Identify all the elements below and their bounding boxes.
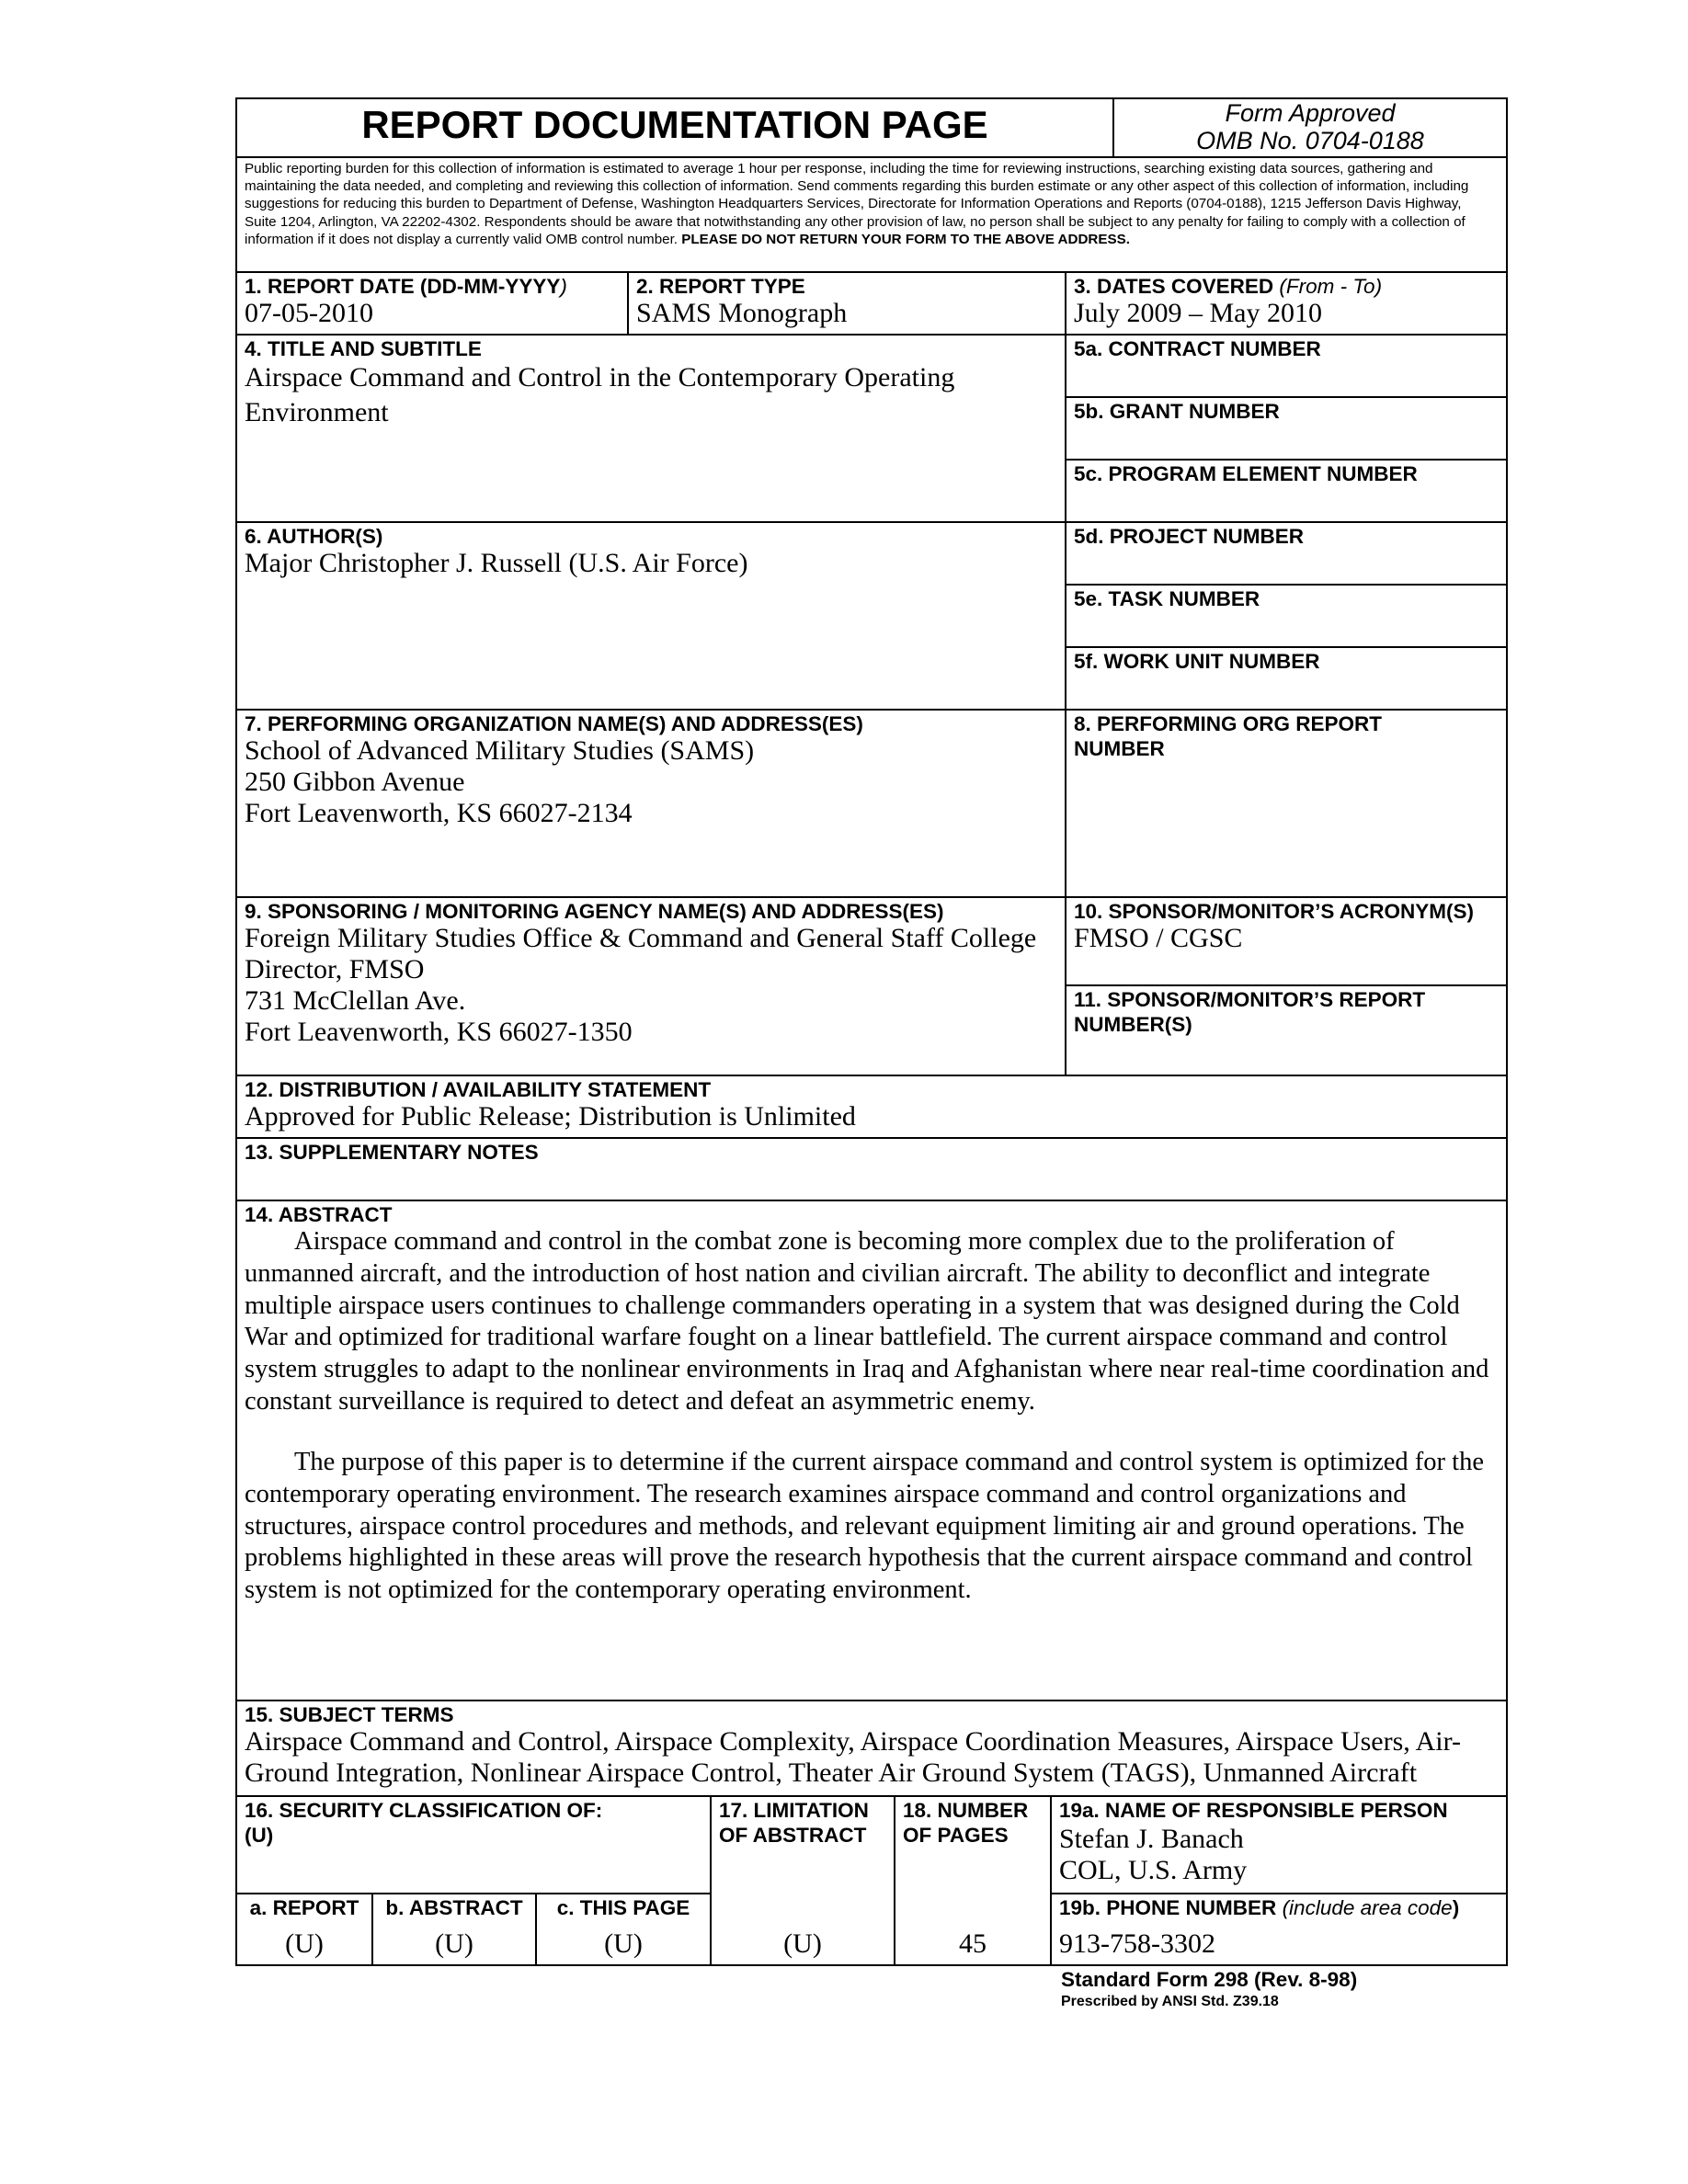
burden-statement xyxy=(245,160,1495,248)
number-of-pages-value: 45 xyxy=(959,1928,987,1959)
form-approved-label: Form Approved xyxy=(1225,99,1396,127)
omb-number: OMB No. 0704-0188 xyxy=(1196,127,1424,154)
dates-covered-label: 3. DATES COVERED (From - To) xyxy=(1074,275,1383,298)
abstract-classification-label: b. ABSTRACT xyxy=(385,1896,523,1919)
limitation-label-1: 17. LIMITATION xyxy=(719,1799,869,1822)
standard-form-label: Standard Form 298 (Rev. 8-98) xyxy=(1061,1968,1358,1991)
sponsor-acronym-value: FMSO / CGSC xyxy=(1074,923,1243,953)
report-date-value: 07-05-2010 xyxy=(245,298,373,328)
dates-covered-value: July 2009 – May 2010 xyxy=(1074,298,1322,328)
performing-org-line-3: Fort Leavenworth, KS 66027-2134 xyxy=(245,798,633,828)
title-line-1: Airspace Command and Control in the Contemporary Operating xyxy=(245,362,955,392)
performing-org-line-1: School of Advanced Military Studies (SAMS) xyxy=(245,735,755,766)
sponsoring-line-3: 731 McClellan Ave. xyxy=(245,985,466,1016)
subject-terms-line-2: Ground Integration, Nonlinear Airspace Control, Theater Air Ground System (TAGS), Unmanned Aircraft xyxy=(245,1757,1418,1788)
report-type-value: SAMS Monograph xyxy=(636,298,848,328)
page-classification-value: (U) xyxy=(604,1928,643,1959)
title-line-2: Environment xyxy=(245,397,389,427)
responsible-person-rank: COL, U.S. Army xyxy=(1059,1855,1248,1885)
report-type-label: 2. REPORT TYPE xyxy=(636,275,805,298)
program-element-label: 5c. PROGRAM ELEMENT NUMBER xyxy=(1074,462,1418,485)
responsible-person-label: 19a. NAME OF RESPONSIBLE PERSON xyxy=(1059,1799,1448,1822)
author-value: Major Christopher J. Russell (U.S. Air Force) xyxy=(245,548,748,578)
project-number-label: 5d. PROJECT NUMBER xyxy=(1074,525,1305,548)
abstract-classification-value: (U) xyxy=(435,1928,473,1959)
subject-terms-label: 15. SUBJECT TERMS xyxy=(245,1703,454,1726)
sponsor-report-label-1: 11. SPONSOR/MONITOR’S REPORT xyxy=(1074,988,1426,1011)
title-label: 4. TITLE AND SUBTITLE xyxy=(245,337,482,360)
sponsoring-line-2: Director, FMSO xyxy=(245,954,425,984)
performing-report-label-2: NUMBER xyxy=(1074,737,1165,760)
distribution-value: Approved for Public Release; Distribution is Unlimited xyxy=(245,1101,856,1132)
abstract-paragraph-1: Airspace command and control in the combat zone is becoming more complex due to the proliferation of unmanned aircraft, and the introduction of host nation and civilian aircraft. The ability to deconflict and integrate multiple airspace users continues to challenge commanders operating in a system that was designed during the Cold War and optimized for traditional warfare fought on a linear battlefield. The current airspace command and control system struggles to adapt to the nonlinear environments in Iraq and Afghanistan where near real-time coordination and constant surveillance is required to detect and defeat an asymmetric enemy. xyxy=(245,1227,1489,1416)
burden-warning: PLEASE DO NOT RETURN YOUR FORM TO THE ABOVE ADDRESS. xyxy=(681,231,1130,247)
number-of-pages-label-1: 18. NUMBER xyxy=(903,1799,1029,1822)
phone-number-value: 913-758-3302 xyxy=(1059,1928,1215,1959)
author-label: 6. AUTHOR(S) xyxy=(245,525,383,548)
supplementary-notes-label: 13. SUPPLEMENTARY NOTES xyxy=(245,1141,539,1164)
responsible-person-name: Stefan J. Banach xyxy=(1059,1824,1244,1854)
form-title: REPORT DOCUMENTATION PAGE xyxy=(361,103,988,146)
burden-text: Public reporting burden for this collection of information is estimated to average 1 hour per response, including the time for reviewing instructions, searching existing data sources, gathering and maintaining the data needed, and completing and reviewing this collection of information. Send comments regarding this burden estimate or any other aspect of this collection of information, including suggestions for reducing this burden to Department of Defense, Washington Headquarters Services, Directorate for Information Operations and Reports (0704-0188), 1215 Jefferson Davis Highway, Suite 1204, Arlington, VA 22202-4302. Respondents should be aware that notwithstanding any other provision of law, no person shall be subject to any penalty for failing to comply with a collection of information if it does not display a currently valid OMB control number. xyxy=(245,161,1469,247)
report-classification-value: (U) xyxy=(285,1928,324,1959)
sponsoring-line-4: Fort Leavenworth, KS 66027-1350 xyxy=(245,1017,633,1047)
performing-report-label-1: 8. PERFORMING ORG REPORT xyxy=(1074,712,1383,735)
performing-org-label: 7. PERFORMING ORGANIZATION NAME(S) AND ADDRESS(ES) xyxy=(245,712,863,735)
security-classification-label: 16. SECURITY CLASSIFICATION OF: xyxy=(245,1799,603,1822)
abstract-paragraph-2: The purpose of this paper is to determine if the current airspace command and control system is optimized for the contemporary operating environment. The research examines airspace command and control organizations and structures, airspace control procedures and methods, and relevant equipment limiting air and ground operations. The problems highlighted in these areas will prove the research hypothesis that the current airspace command and control system is not optimized for the contemporary operating environment. xyxy=(245,1448,1484,1605)
distribution-label: 12. DISTRIBUTION / AVAILABILITY STATEMENT xyxy=(245,1078,712,1101)
subject-terms-line-1: Airspace Command and Control, Airspace Complexity, Airspace Coordination Measures, Airspace Users, Air- xyxy=(245,1726,1462,1757)
sponsor-report-label-2: NUMBER(S) xyxy=(1074,1013,1192,1036)
limitation-label-2: OF ABSTRACT xyxy=(719,1824,867,1847)
work-unit-label: 5f. WORK UNIT NUMBER xyxy=(1074,650,1320,673)
abstract-label: 14. ABSTRACT xyxy=(245,1203,393,1226)
page-classification-label: c. THIS PAGE xyxy=(556,1896,690,1919)
report-date-label: 1. REPORT DATE (DD-MM-YYYY) xyxy=(245,275,567,298)
ansi-prescribed-label: Prescribed by ANSI Std. Z39.18 xyxy=(1061,1994,1279,2009)
phone-number-label: 19b. PHONE NUMBER (include area code) xyxy=(1059,1896,1460,1919)
security-classification-value: (U) xyxy=(245,1824,274,1847)
number-of-pages-label-2: OF PAGES xyxy=(903,1824,1009,1847)
grant-number-label: 5b. GRANT NUMBER xyxy=(1074,400,1280,423)
sponsoring-line-1: Foreign Military Studies Office & Command and General Staff College xyxy=(245,923,1037,953)
limitation-value: (U) xyxy=(783,1928,822,1959)
performing-org-line-2: 250 Gibbon Avenue xyxy=(245,767,465,797)
task-number-label: 5e. TASK NUMBER xyxy=(1074,587,1260,610)
report-classification-label: a. REPORT xyxy=(249,1896,359,1919)
sponsoring-agency-label: 9. SPONSORING / MONITORING AGENCY NAME(S) AND ADDRESS(ES) xyxy=(245,900,944,923)
contract-number-label: 5a. CONTRACT NUMBER xyxy=(1074,337,1321,360)
sponsor-acronym-label: 10. SPONSOR/MONITOR’S ACRONYM(S) xyxy=(1074,900,1475,923)
